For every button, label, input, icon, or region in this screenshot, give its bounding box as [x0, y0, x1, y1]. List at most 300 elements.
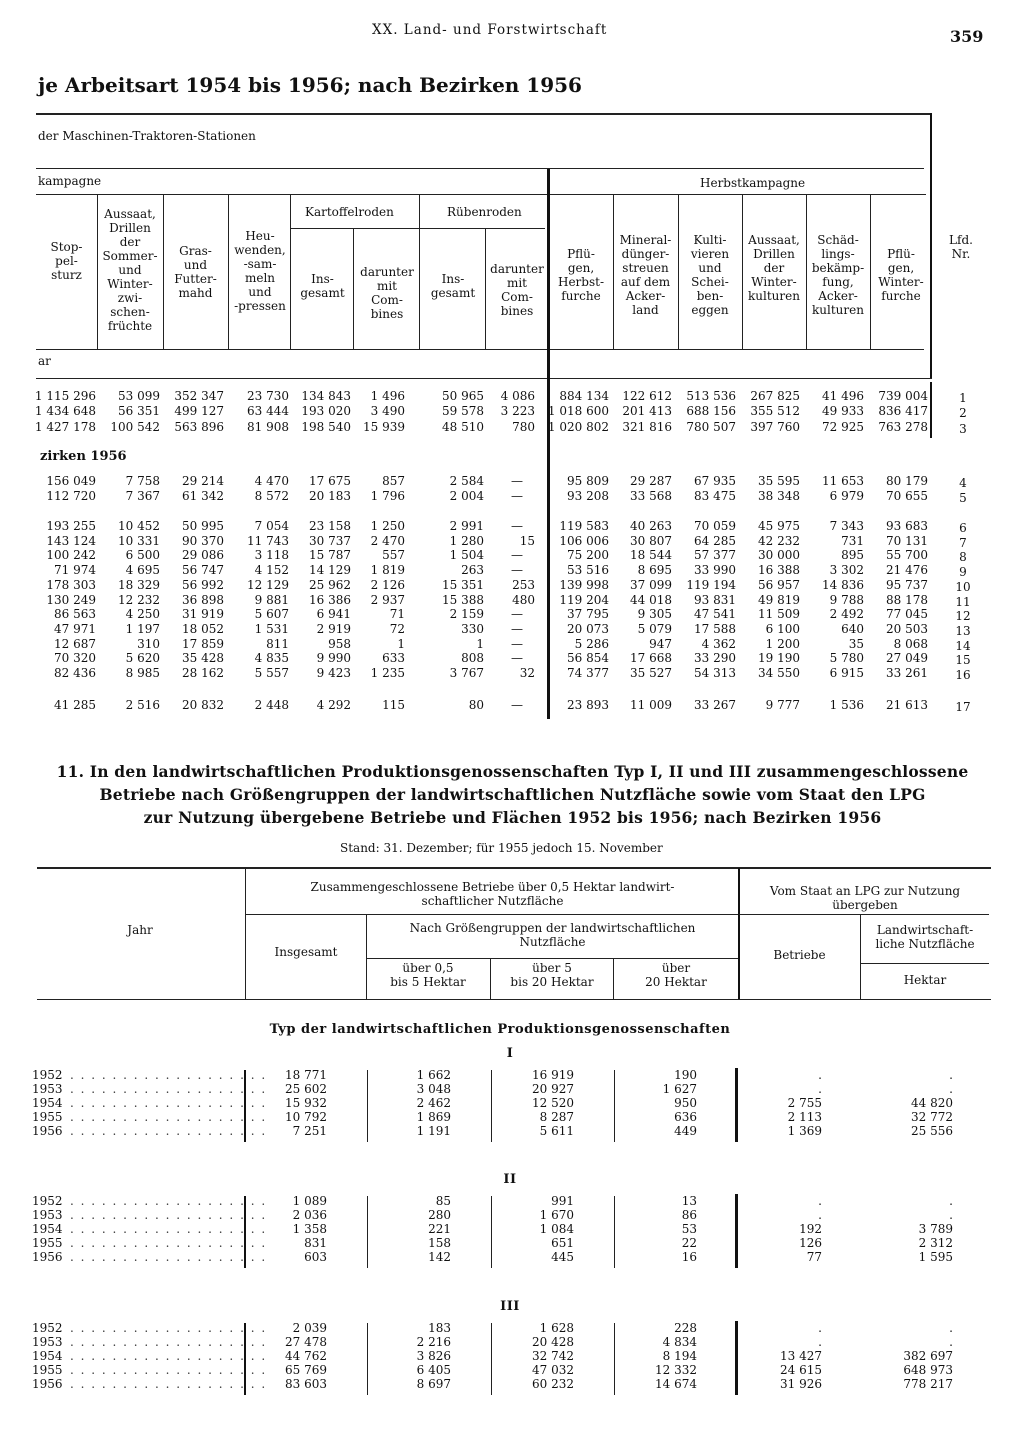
- column-rule: [367, 1070, 368, 1142]
- cell: 60 232: [532, 1377, 574, 1391]
- cell: 57 377: [694, 548, 736, 563]
- cell: 14 836: [822, 577, 864, 592]
- cell: 16: [681, 1250, 697, 1264]
- column-rule: [491, 1070, 492, 1142]
- cell: 198 540: [301, 419, 351, 434]
- cell: 126: [799, 1236, 822, 1250]
- cell: 90 370: [182, 533, 224, 548]
- cell: 50 995: [182, 519, 224, 533]
- column-rule: [614, 1196, 615, 1268]
- cell: 37 099: [630, 577, 672, 592]
- cell: 4 152: [254, 563, 289, 578]
- cell: 35 595: [758, 474, 800, 488]
- cell: 139 998: [559, 577, 609, 592]
- cell: 778 217: [903, 1377, 953, 1391]
- cell: 25 556: [911, 1124, 953, 1138]
- cell: 648 973: [903, 1363, 953, 1377]
- cell: 93 208: [567, 489, 609, 504]
- cell: 9 305: [637, 607, 672, 622]
- cell: 1: [397, 636, 405, 651]
- cell: 53: [681, 1222, 697, 1236]
- cell: 7 343: [829, 519, 864, 533]
- cell: 449: [674, 1124, 697, 1138]
- cell: —: [511, 607, 523, 622]
- cell: 2 312: [918, 1236, 953, 1250]
- cell: 5 079: [637, 621, 672, 636]
- cell: 21 613: [886, 698, 928, 712]
- cell: 763 278: [878, 419, 928, 434]
- cell: 193 255: [46, 519, 96, 533]
- cell: 65 769: [285, 1363, 327, 1377]
- column-rule: [367, 1196, 368, 1268]
- cell: 80: [468, 698, 484, 712]
- col-header: Gras- und Futter- mahd: [174, 244, 217, 300]
- cell: 85: [435, 1194, 451, 1208]
- leader-dots: . . . . . . . . . . . . . . . . . . .: [70, 1194, 267, 1208]
- cell: 67 935: [694, 474, 736, 488]
- cell: .: [949, 1335, 953, 1349]
- cell: 119 204: [559, 592, 609, 607]
- header-ueber-0-5: über 0,5 bis 5 Hektar: [390, 961, 466, 989]
- cell: 71: [389, 607, 405, 622]
- cell: 7 367: [125, 489, 160, 504]
- cell: 12 687: [54, 636, 96, 651]
- cell: 2 448: [254, 698, 289, 712]
- cell: 9 788: [829, 592, 864, 607]
- cell: 18 329: [118, 577, 160, 592]
- cell: 30 807: [630, 533, 672, 548]
- header-groessengruppen: Nach Größengruppen der landwirtschaftlichen Nutzfläche: [409, 921, 696, 949]
- row-number: 5: [959, 491, 967, 506]
- cell: 6 941: [316, 607, 351, 622]
- cell: 5 607: [254, 607, 289, 622]
- cell: 355 512: [750, 404, 800, 419]
- header-herbstkampagne: Herbstkampagne: [700, 176, 806, 190]
- cell: 8 068: [893, 636, 928, 651]
- cell: 31 926: [780, 1377, 822, 1391]
- cell: 263: [461, 563, 484, 578]
- cell: 1 670: [539, 1208, 574, 1222]
- cell: 2 159: [449, 607, 484, 622]
- cell: 23 158: [309, 519, 351, 533]
- cell: 16 919: [532, 1068, 574, 1082]
- cell: 49 819: [758, 592, 800, 607]
- row-number: 11: [955, 594, 971, 609]
- cell: 5 286: [574, 636, 609, 651]
- cell: 2 462: [416, 1096, 451, 1110]
- cell: 1 200: [765, 636, 800, 651]
- cell: 557: [382, 548, 405, 563]
- cell: 47 032: [532, 1363, 574, 1377]
- cell: 5 780: [829, 651, 864, 666]
- col-header: darunter mit Com- bines: [360, 265, 414, 321]
- cell: —: [511, 548, 523, 563]
- cell: 34 550: [758, 666, 800, 680]
- title-line-3: zur Nutzung übergebene Betriebe und Flächen 1952 bis 1956; nach Bezirken 1956: [143, 808, 882, 827]
- cell: —: [511, 489, 523, 504]
- cell: 480: [512, 592, 535, 607]
- cell: 831: [304, 1236, 327, 1250]
- cell: 142: [428, 1250, 451, 1264]
- cell: 2 755: [787, 1096, 822, 1110]
- cell: 56 854: [567, 651, 609, 666]
- cell: 1 235: [370, 666, 405, 680]
- cell: 22: [681, 1236, 697, 1250]
- col-header: Ins- gesamt: [300, 272, 345, 300]
- cell: 895: [841, 548, 864, 563]
- cell: 4 362: [701, 636, 736, 651]
- year-label: 1953: [32, 1208, 63, 1222]
- year-label: 1954: [32, 1349, 63, 1363]
- cell: 321 816: [622, 419, 672, 434]
- year-label: 1956: [32, 1124, 63, 1138]
- cell: 13: [681, 1194, 697, 1208]
- cell: 836 417: [878, 404, 928, 419]
- column-rule: [163, 194, 164, 349]
- year-label: 1952: [32, 1321, 63, 1335]
- column-rule: [491, 1196, 492, 1268]
- cell: 86: [681, 1208, 697, 1222]
- cell: 53 099: [118, 389, 160, 403]
- cell: 4 250: [125, 607, 160, 622]
- cell: 991: [551, 1194, 574, 1208]
- typ-heading: Typ der landwirtschaftlichen Produktionsgenossenschaften: [269, 1022, 731, 1037]
- cell: 780: [512, 419, 535, 434]
- cell: 27 049: [886, 651, 928, 666]
- cell: 156 049: [46, 474, 96, 488]
- col-header: darunter mit Com- bines: [490, 262, 544, 318]
- cell: 2 470: [370, 533, 405, 548]
- cell: 6 979: [829, 489, 864, 504]
- leader-dots: . . . . . . . . . . . . . . . . . . .: [70, 1068, 267, 1082]
- col-header: Heu- wenden, -sam- meln und -pressen: [234, 229, 286, 313]
- cell: 513 536: [686, 389, 736, 403]
- leader-dots: . . . . . . . . . . . . . . . . . . .: [70, 1096, 267, 1110]
- column-rule-heavy: [735, 1194, 738, 1268]
- cell: 651: [551, 1236, 574, 1250]
- cell: 130 249: [46, 592, 96, 607]
- cell: 15 932: [285, 1096, 327, 1110]
- cell: 280: [428, 1208, 451, 1222]
- cell: —: [511, 651, 523, 666]
- cell: 19 190: [758, 651, 800, 666]
- cell: 14 674: [655, 1377, 697, 1391]
- cell: 1 358: [292, 1222, 327, 1236]
- cell: 11 653: [822, 474, 864, 488]
- cell: 119 583: [559, 519, 609, 533]
- cell: 70 059: [694, 519, 736, 533]
- cell: 1 280: [449, 533, 484, 548]
- col-header: Kulti- vieren und Schei- ben- eggen: [690, 233, 730, 317]
- cell: 80 179: [886, 474, 928, 488]
- cell: 61 342: [182, 489, 224, 504]
- cell: 1 869: [416, 1110, 451, 1124]
- cell: 2 919: [316, 621, 351, 636]
- cell: 158: [428, 1236, 451, 1250]
- cell: 6 500: [125, 548, 160, 563]
- cell: 8 287: [539, 1110, 574, 1124]
- column-rule: [614, 1070, 615, 1142]
- cell: 29 287: [630, 474, 672, 488]
- cell: 1 531: [254, 621, 289, 636]
- cell: 7 054: [254, 519, 289, 533]
- cell: 23 893: [567, 698, 609, 712]
- cell: 636: [674, 1110, 697, 1124]
- year-label: 1955: [32, 1363, 63, 1377]
- cell: 29 086: [182, 548, 224, 563]
- cell: .: [949, 1082, 953, 1096]
- cell: 4 835: [254, 651, 289, 666]
- cell: 32: [519, 666, 535, 680]
- cell: 95 737: [886, 577, 928, 592]
- cell: 6 405: [416, 1363, 451, 1377]
- leader-dots: . . . . . . . . . . . . . . . . . . .: [70, 1236, 267, 1250]
- cell: 115: [382, 698, 405, 712]
- col-header: Stop- pel- sturz: [50, 240, 83, 282]
- cell: 71 974: [54, 563, 96, 578]
- cell: 86 563: [54, 607, 96, 622]
- running-head: XX. Land- und Forstwirtschaft: [372, 22, 608, 38]
- cell: 2 216: [416, 1335, 451, 1349]
- cell: 3 048: [416, 1082, 451, 1096]
- cell: 40 263: [630, 519, 672, 533]
- cell: 603: [304, 1250, 327, 1264]
- column-rule: [419, 194, 420, 349]
- cell: 3 826: [416, 1349, 451, 1363]
- cell: 70 655: [886, 489, 928, 504]
- cell: 15 787: [309, 548, 351, 563]
- cell: 16 386: [309, 592, 351, 607]
- cell: .: [818, 1068, 822, 1082]
- cell: 10 452: [118, 519, 160, 533]
- subhead-bezirke: zirken 1956: [40, 449, 127, 464]
- cell: 37 795: [567, 607, 609, 622]
- cell: 20 428: [532, 1335, 574, 1349]
- cell: .: [818, 1194, 822, 1208]
- cell: 5 557: [254, 666, 289, 680]
- unit-ar: ar: [38, 354, 51, 368]
- cell: 18 771: [285, 1068, 327, 1082]
- cell: 23 730: [247, 389, 289, 403]
- cell: 17 675: [309, 474, 351, 488]
- cell: 857: [382, 474, 405, 488]
- header-lnf: Landwirtschaft- liche Nutzfläche: [875, 923, 975, 951]
- cell: 18 544: [630, 548, 672, 563]
- cell: 13 427: [780, 1349, 822, 1363]
- cell: 310: [137, 636, 160, 651]
- column-rule-heavy: [930, 382, 932, 438]
- cell: 5 611: [539, 1124, 574, 1138]
- leader-dots: . . . . . . . . . . . . . . . . . . .: [70, 1124, 267, 1138]
- cell: 50 965: [442, 389, 484, 403]
- group-label: I: [506, 1046, 514, 1061]
- col-header: Schäd- lings- bekämp- fung, Acker- kulturen: [811, 233, 865, 317]
- cell: 11 509: [758, 607, 800, 622]
- cell: 12 232: [118, 592, 160, 607]
- leader-dots: . . . . . . . . . . . . . . . . . . .: [70, 1250, 267, 1264]
- cell: 77: [806, 1250, 822, 1264]
- cell: 1 250: [370, 519, 405, 533]
- cell: 81 908: [247, 419, 289, 434]
- cell: 739 004: [878, 389, 928, 403]
- cell: 2 584: [449, 474, 484, 488]
- cell: 88 178: [886, 592, 928, 607]
- cell: 1 427 178: [34, 419, 96, 434]
- cell: 1 819: [370, 563, 405, 578]
- cell: 178 303: [46, 577, 96, 592]
- cell: 3 118: [254, 548, 289, 563]
- cell: 8 572: [254, 489, 289, 504]
- cell: 8 697: [416, 1377, 451, 1391]
- column-rule: [870, 194, 871, 349]
- cell: 731: [841, 533, 864, 548]
- cell: 54 313: [694, 666, 736, 680]
- leader-dots: . . . . . . . . . . . . . . . . . . .: [70, 1110, 267, 1124]
- cell: 122 612: [622, 389, 672, 403]
- cell: .: [818, 1082, 822, 1096]
- row-number: 12: [955, 609, 971, 624]
- col-header: Mineral- dünger- streuen auf dem Acker- land: [619, 233, 672, 317]
- cell: 7 251: [292, 1124, 327, 1138]
- cell: 44 762: [285, 1349, 327, 1363]
- leader-dots: . . . . . . . . . . . . . . . . . . .: [70, 1222, 267, 1236]
- cell: 445: [551, 1250, 574, 1264]
- header-kartoffelroden: Kartoffelroden: [305, 205, 394, 219]
- cell: 36 898: [182, 592, 224, 607]
- cell: 63 444: [247, 404, 289, 419]
- cell: 12 332: [655, 1363, 697, 1377]
- cell: 134 843: [301, 389, 351, 403]
- cell: 17 588: [694, 621, 736, 636]
- cell: 4 834: [662, 1335, 697, 1349]
- header-betriebe: Betriebe: [773, 948, 826, 962]
- cell: 1 191: [416, 1124, 451, 1138]
- cell: 82 436: [54, 666, 96, 680]
- year-label: 1956: [32, 1377, 63, 1391]
- row-number: 17: [955, 700, 971, 714]
- cell: 41 496: [822, 389, 864, 403]
- cell: 2 004: [449, 489, 484, 504]
- cell: 950: [674, 1096, 697, 1110]
- cell: 193 020: [301, 404, 351, 419]
- cell: 24 615: [780, 1363, 822, 1377]
- cell: 38 348: [758, 489, 800, 504]
- cell: 3 223: [500, 404, 535, 419]
- cell: —: [511, 519, 523, 533]
- cell: 1 115 296: [34, 389, 96, 403]
- cell: 499 127: [174, 404, 224, 419]
- cell: 330: [461, 621, 484, 636]
- cell: 15 939: [363, 419, 405, 434]
- cell: 33 568: [630, 489, 672, 504]
- cell: —: [511, 474, 523, 488]
- header-ruebenroden: Rübenroden: [447, 205, 522, 219]
- column-rule: [228, 194, 229, 349]
- header-kampagne: kampagne: [38, 174, 102, 188]
- cell: 4 292: [316, 698, 351, 712]
- cell: 42 232: [758, 533, 800, 548]
- cell: 3 767: [449, 666, 484, 680]
- header-hektar: Hektar: [903, 973, 947, 987]
- page-number: 359: [950, 27, 984, 46]
- leader-dots: . . . . . . . . . . . . . . . . . . .: [70, 1363, 267, 1377]
- cell: 33 261: [886, 666, 928, 680]
- cell: 633: [382, 651, 405, 666]
- cell: 74 377: [567, 666, 609, 680]
- row-number: 4: [959, 476, 967, 490]
- cell: 1 018 600: [547, 404, 609, 419]
- cell: 30 000: [758, 548, 800, 563]
- year-label: 1954: [32, 1096, 63, 1110]
- cell: 55 700: [886, 548, 928, 563]
- cell: 93 683: [886, 519, 928, 533]
- row-number: 3: [959, 421, 967, 436]
- leader-dots: . . . . . . . . . . . . . . . . . . .: [70, 1082, 267, 1096]
- row-number: 14: [955, 638, 971, 653]
- cell: 20 927: [532, 1082, 574, 1096]
- header-ueber-20: über 20 Hektar: [645, 961, 707, 989]
- cell: 70 320: [54, 651, 96, 666]
- cell: 1 020 802: [547, 419, 609, 434]
- year-label: 1953: [32, 1335, 63, 1349]
- cell: 35: [848, 636, 864, 651]
- cell: 947: [649, 636, 672, 651]
- column-rule: [485, 229, 486, 349]
- cell: 15: [519, 533, 535, 548]
- cell: 32 772: [911, 1110, 953, 1124]
- stand-note: Stand: 31. Dezember; für 1955 jedoch 15. November: [340, 841, 663, 855]
- row-number: 7: [959, 535, 967, 550]
- cell: 15 351: [442, 577, 484, 592]
- title-line-2: Betriebe nach Größengruppen der landwirtschaftlichen Nutzfläche sowie vom Staat den LPG: [99, 785, 926, 804]
- leader-dots: . . . . . . . . . . . . . . . . . . .: [70, 1377, 267, 1391]
- cell: 20 503: [886, 621, 928, 636]
- cell: 70 131: [886, 533, 928, 548]
- cell: 15 388: [442, 592, 484, 607]
- cell: .: [949, 1208, 953, 1222]
- cell: —: [511, 621, 523, 636]
- cell: 9 423: [316, 666, 351, 680]
- column-rule-heavy: [930, 113, 932, 378]
- cell: 563 896: [174, 419, 224, 434]
- year-label: 1955: [32, 1236, 63, 1250]
- cell: 2 516: [125, 698, 160, 712]
- cell: 3 490: [370, 404, 405, 419]
- cell: 1 197: [125, 621, 160, 636]
- cell: 9 990: [316, 651, 351, 666]
- leader-dots: . . . . . . . . . . . . . . . . . . .: [70, 1321, 267, 1335]
- column-rule-heavy: [735, 1068, 738, 1142]
- year-label: 1954: [32, 1222, 63, 1236]
- year-label: 1952: [32, 1194, 63, 1208]
- row-number: 1: [959, 391, 967, 405]
- cell: 811: [266, 636, 289, 651]
- column-rule: [491, 1323, 492, 1395]
- cell: 30 737: [309, 533, 351, 548]
- cell: 27 478: [285, 1335, 327, 1349]
- cell: 53 516: [567, 563, 609, 578]
- cell: 33 290: [694, 651, 736, 666]
- cell: 25 602: [285, 1082, 327, 1096]
- cell: 143 124: [46, 533, 96, 548]
- cell: 2 113: [787, 1110, 822, 1124]
- cell: 3 789: [918, 1222, 953, 1236]
- cell: 32 742: [532, 1349, 574, 1363]
- header-ueber-5: über 5 bis 20 Hektar: [510, 961, 594, 989]
- col-header: Pflü- gen, Herbst- furche: [557, 247, 605, 303]
- group-label: II: [503, 1172, 517, 1187]
- title-line-1: 11. In den landwirtschaftlichen Produktionsgenossenschaften Typ I, II und III zusammengeschlossene: [56, 762, 969, 781]
